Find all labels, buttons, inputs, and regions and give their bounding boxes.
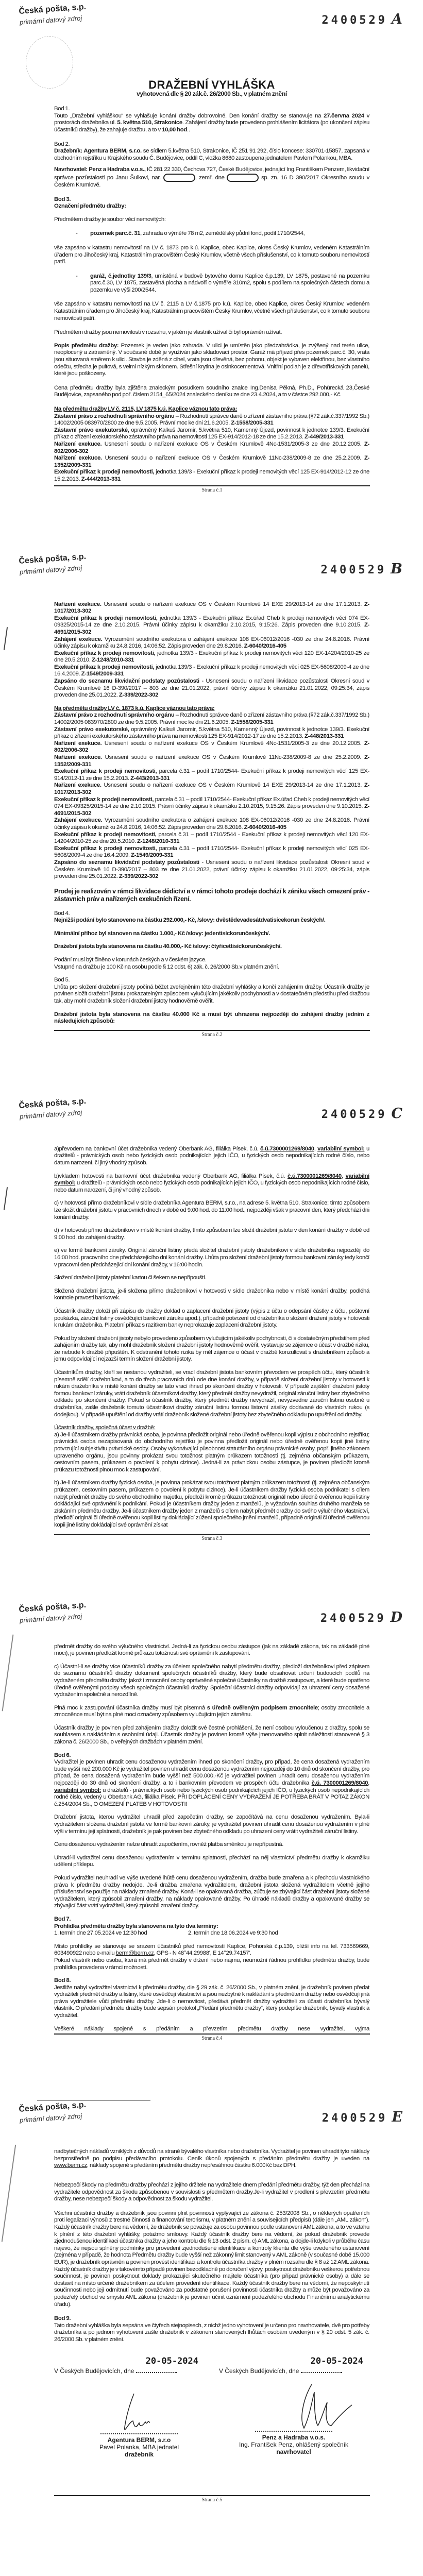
page-footer: Strana č.1 xyxy=(54,485,370,493)
text: Složení dražební jistoty platební kartou či šekem se nepřipouští. xyxy=(54,1275,207,1281)
page-4 xyxy=(0,1598,423,2042)
section-heading: Bod 1. xyxy=(54,106,70,112)
text: , zahrada o výměře 78 m2, zemědělský půdní fond, podíl 1710/2544, xyxy=(140,230,305,237)
right-entry xyxy=(54,441,369,455)
right-entry xyxy=(54,650,369,664)
scan-mark xyxy=(2,2145,16,2242)
page-2-body xyxy=(54,590,369,1025)
right-text: Vyrozumění soudního exekutora o zahájení exekuce 108 EX-06012/2016 -030 ze dne 24.8.2016. Právní účinky zápisu k okamžiku 24.8.2016, 14:06:52. Zápis proveden dne 29.8.2016. xyxy=(54,817,369,831)
text: Předmětem dražby je soubor věcí nemovitých: xyxy=(54,216,166,223)
page-gap xyxy=(0,493,423,550)
post-name: Česká pošta, s.p. xyxy=(19,2100,87,2114)
reference-number xyxy=(322,2109,402,2125)
signature-line xyxy=(100,2433,178,2434)
signature-left xyxy=(64,2433,214,2458)
text: , GPS - N 48°44.29988', E 14°29.74157'. xyxy=(154,1950,251,1957)
page-header xyxy=(0,2098,423,2138)
text: ; osoby zmocnitele a zmocněnce musí být na plné moci označeny způsobem vylučujícím jejich záměnu. xyxy=(54,1704,369,1718)
right-entry xyxy=(54,817,369,831)
text: Předmětem dražby jsou nemovitosti v rozsahu, v jakém je vlastník užíval či byl oprávněn užívat. xyxy=(54,329,282,336)
scan-mark xyxy=(4,1187,8,1210)
right-text: oprávněný Kalkuš Jaromír, 5.května 510, Kamenný Újezd, povinnost k jednotce 139/3. Exekuční příkaz o zřízení exekutorského zástavního práva na nemovitosti 125 EX-914/2012-18 ze dne 15.2.2013. xyxy=(54,427,369,440)
page-footer: Strana č.2 xyxy=(54,1030,370,1038)
handwritten-date: 20-05-2024 xyxy=(310,2355,363,2366)
right-entry xyxy=(54,832,369,845)
auction-place: 5. května 510, Strakonice xyxy=(117,120,182,126)
reference-number xyxy=(320,1609,402,1625)
section-subheading: Označení předmětu dražby: xyxy=(54,203,126,210)
text: u dražitelů - právnických osob nebo fyzických osob podnikajících jejich IČO, u fyzických osob nepodnikajících rodné číslo, nebo datum narození, či jiný vhodný způsob. xyxy=(54,1145,369,1166)
minimum-bid: Nejnižší podání bylo stanoveno na částku 292.000,- Kč, /slovy: dvěstědevadesátdvatisícekorun českých/. xyxy=(54,917,326,924)
text: Pokud vydražitel neuhradí ve výše uvedené lhůtě cenu dosaženou vydražením, dražba bude zmařena a k přechodu vlastnického práva k předmětu dražby nedojde. Je-li dražba zmařena vydražitelem, dražební jistota složená vydražitelem včetně jejího příslušenství se použije na náklady zmařené dražby. Koná-li se opakovaná dražba, zúčtuje se zbývající část dražební jistoty složené vydražitelem, který způsobil zmaření dražby, na náklady opakované dražby. Po úhradě nákladů dražby a opakované dražby se zbývající část vrátí vydražiteli, který způsobil zmaření dražby. xyxy=(54,1874,369,1909)
right-entry xyxy=(54,712,369,726)
page-header xyxy=(0,1094,423,1134)
right-record-number: Z-802/2006-302 xyxy=(54,440,369,454)
right-text: jednotka 139/3 - Exekuční příkaz k prodeji nemovitých věcí 025 EX-5608/2009-4 ze dne 16.4.2009. xyxy=(54,664,369,677)
right-text: oprávněný Kalkuš Jaromír, 5.května 510, Kamenný Újezd, povinnost k jednotce 139/3. Exekuční příkaz o zřízení exekutorského zástavního práva na nemovitosti 125 EX-914/2012-17 ze dne 15.2.2013. xyxy=(54,726,369,740)
right-text: jednotka 139/3 - Exekuční příkaz k prodeji nemovitých věcí 120 EX-14204/2010-25 ze dne 20.5.2010. xyxy=(54,650,369,664)
right-type: Zástavní právo exekutorské, xyxy=(54,726,129,733)
signature-right xyxy=(219,2431,368,2455)
right-entry xyxy=(54,768,369,782)
right-entry xyxy=(54,782,369,796)
right-text: Vyrozumění soudního exekutora o zahájení exekuce 108 EX-06012/2016 -030 ze dne 24.8.2016. Právní účinky zápisu k okamžiku 24.8.2016, 14:06:52. Zápis proveden dne 29.8.2016. xyxy=(54,636,369,650)
page-footer: Strana č.5 xyxy=(54,2495,370,2503)
text: Cenu dosaženou vydražením nelze uhradit započtením, rovněž platba směnkou je nepřípustná. xyxy=(54,1841,284,1848)
right-type: Exekuční příkaz k prodeji nemovitosti, xyxy=(54,831,157,838)
right-text: jednotka 139/3 - Exekuční příkaz k prodeji nemovitých věcí 125 EX-914/2012-12 ze dne 15.2.2013. xyxy=(54,469,369,482)
text: nadbytečných nákladů vzniklých z důvodů na straně bývalého vlastníka nebo dražebníka. Vydražitel je povinen uhradit tyto náklady bezprostředně po podpisu předávacího protokolu. Ceník úkonů spojených s předáním předmětu dražby je uveden na xyxy=(54,2148,369,2162)
text: Dražební jistota, kterou vydražitel uhradil před započetím dražby, se započítává na cenu dosaženou vydražením. Byla-li vydražitelem složena dražební jistota ve formě bankovní záruky, je vydražitel povinen uhradit cenu dosaženou vydražením v plné výši v termínu její splatnosti, dražebník je pak povinen bez zbytečného odkladu po uhrazení ceny vrátit vydražiteli záruční listiny. xyxy=(54,1814,369,1835)
page-1 xyxy=(0,0,423,493)
right-text: - Usnesení soudu o nařízení likvidace pozůstalosti Okresní soud v Českém Krumlově 16 D-390/2017 – 803 ze dne 21.01.2022, právní účinky zápisu k okamžiku 21.01.2022, 09:25:34, zápis proveden dne 25.01.2022. xyxy=(54,678,369,699)
text: Uhradí-li vydražitel cenu dosaženou vydražením v termínu splatnosti, přechází na něj vlastnictví předmětu dražby k okamžiku udělení příklepu. xyxy=(54,1854,369,1868)
price-paragraph: Cena předmětu dražby byla zjištěna znaleckým posudkem soudního znalce Ing.Denisa Pěkná, Ph.D., Pohůrecká 23,České Budějovice, zapsaného pod poř. číslem 2154_65/2024 znaleckého deníku ze dne 23.4.2024, a to v částce 292.000,- Kč. xyxy=(54,384,369,398)
post-name: Česká pošta, s.p. xyxy=(19,552,87,566)
vs-label: variabilní symbol: xyxy=(54,1787,101,1793)
right-type: Exekuční příkaz k prodeji nemovitosti, xyxy=(54,796,154,803)
right-type: Zahájení exekuce. xyxy=(54,817,103,824)
right-type: Nařízení exekuce. xyxy=(54,440,102,447)
rights-list-cont xyxy=(54,601,369,699)
right-record-number: Z-1017/2013-302 xyxy=(54,782,369,795)
text: předmět dražby do svého výlučného vlastnictví. Jedná-li za fyzickou osobu zástupce (jak na základě zákona, tak na základě plné moci), je povinen předložit kromě průkazu totožnosti své oprávnění k zastupování. xyxy=(54,1643,369,1657)
right-type: Zástavní právo exekutorské, xyxy=(54,427,129,433)
right-text: Usnesení soudu o nařízení exekuce OS v Českém Krumlově 4Nc-1531/2005-3 ze dne 20.12.2005. xyxy=(101,740,364,747)
right-record-number: Z-1352/2009-331 xyxy=(54,754,369,768)
page-gap xyxy=(0,2041,423,2098)
right-text: - Usnesení soudu o nařízení likvidace pozůstalosti Okresní soud v Českém Krumlově 16 D-390/2017 – 803 ze dne 21.01.2022, právní účinky zápisu k okamžiku 21.01.2022, 09:25:34, zápis proveden dne 25.01.2022. xyxy=(54,859,369,880)
text: , náklady spojené s předáním předmětu dražby nepřesáhnou částku 6.000Kč bez DPH. xyxy=(87,2162,297,2169)
signature-right-icon xyxy=(296,2382,363,2431)
rights-heading-2: Na předmětu dražby LV č. 1873 k.ú. Kaplice váznou tato práva: xyxy=(54,705,215,711)
document-subtitle: vyhotovená dle § 20 zák.č. 26/2000 Sb., v platném znění xyxy=(137,90,287,97)
post-name: Česká pošta, s.p. xyxy=(19,2,87,16)
place-date-label: V Českých Budějovicích, dne xyxy=(219,2367,299,2375)
scan-mark xyxy=(2,1634,14,1711)
right-type: Zástavní právo z rozhodnutí správního orgánu xyxy=(54,712,175,719)
text: Podání musí být činěno v korunách českých a v českém jazyce. xyxy=(54,957,207,963)
participant-natural-person: b) Je-li účastníkem dražby fyzická osoba, je povinna prokázat svou totožnost platným průkazem totožnosti (tj. zejména občanským průkazem, cestovním pasem, průkazem o povolení k pobytu cizince). Je-li účastníkem dražby fyzická osoba podnikatel s cílem nabýt předmět dražby do svého obchodního majetku, předloží kromě průkazu totožnosti originál nebo úředně ověřenou kopii listiny dokládající své oprávnění k podnikání. Pokud je účastníkem dražby jeden z manželů, je vyžadován souhlas druhého manžela se získáním předmětu dražby. Je-li účastníkem dražby jeden z manželů s cílem nabýt předmět dražby do svého výlučného vlastnictví, předloží originál či úředně ověřenou kopii listiny dokládající zúžení společného jmění manželů, případně originál či úředně ověřenou kopii jiné listiny dokládající své oprávnění získat xyxy=(54,1480,369,1528)
redacted-deathdate xyxy=(227,174,259,182)
signer-role: navrhovatel xyxy=(276,2448,311,2455)
method-d: d) v hotovosti přímo dražebníkovi v místě konání dražby, tímto způsobem lze složit dražební jistotu v den konání dražby v době od 9:00 hod. do zahájení dražby. xyxy=(54,1227,369,1241)
right-text: Usnesení soudu o nařízení exekuce OS v Českém Krumlově 11Nc-238/2009-8 ze dne 25.2.2009. xyxy=(101,754,364,760)
signer-person: Pavel Polanka, MBA jednatel xyxy=(99,2443,179,2451)
item-title: garáž, č.jednotky 139/3 xyxy=(90,273,151,279)
right-record-number: Z-339/2022-302 xyxy=(119,873,159,880)
page-2 xyxy=(0,550,423,1038)
right-record-number: Z-1017/2013-302 xyxy=(54,601,369,615)
right-entry xyxy=(54,427,369,441)
post-header xyxy=(19,2100,87,2124)
item-title: pozemek parc.č. 31 xyxy=(90,230,141,237)
page-footer: Strana č.3 xyxy=(54,1534,370,1541)
text: Složená dražební jistota, je-li složena přímo dražebníkovi v hotovosti v sídle dražebníka nebo v místě konání dražby, podléhá kontrole pravosti bankovek. xyxy=(54,1287,369,1301)
section-heading: Bod 4. xyxy=(54,910,70,917)
right-record-number: Z-4691/2015-302 xyxy=(54,622,369,635)
bod-1 xyxy=(54,106,369,133)
text: u dražitelů - právnických osob nebo fyzických osob podnikajících jejich IČO, u fyzických osob nepodnikajících rodné číslo, nebo datum narození, či jiný vhodný způsob. xyxy=(54,1180,369,1193)
website-link[interactable]: www.berm.cz xyxy=(54,2162,87,2169)
text: u dražitelů - právnických osob nebo fyzických osob podnikajících jejich IČO, u fyzických osob nepodnikajících rodné číslo, vedený u Oberbank AG, filiálka Písek. PŘI DOPLÁCENÍ CENY VYDRAŽENÍ JE POTŘEBA BRÁT V POTAZ ZÁKON č.254/2004 Sb., O OMEZENÍ PLATEB V HOTOVOSTI! xyxy=(54,1787,369,1807)
right-text: Usnesení soudu o nařízení exekuce OS v Českém Krumlově 4Nc-1531/2005-3 ze dne 20.12.2005. xyxy=(101,440,364,447)
right-record-number: Z-1248/2010-331 xyxy=(91,657,134,664)
right-type: Zástavní právo z rozhodnutí správního orgánu xyxy=(54,413,175,419)
right-text: – Rozhodnutí správce daně o zřízení zástavního práva (§72 zák.č.337/1992 Sb.) 14002/2005 083970/2800 ze dne 9.5.2005. Právní moc ke dni 21.6.2005. xyxy=(54,712,369,726)
bod-3 xyxy=(54,196,369,483)
bank-account: č.ú.7300001269/8040 xyxy=(260,1145,314,1152)
text: Pokud vlastník nebo osoba, která má předmět dražby v držení nebo nájmu, neumožní řádnou prohlídku předmětu dražby, bude prohlídka provedena v rámci možností. xyxy=(54,1957,369,1971)
right-type: Exekuční příkaz k prodeji nemovitosti, xyxy=(54,650,156,656)
section-heading: Bod 9. xyxy=(54,2315,71,2322)
deposit-methods-intro: Dražební jistota byla stanovena na částku 40.000 Kč a musí být uhrazena nejpozději do zahájení dražby jedním z následujících způsobů: xyxy=(54,1011,369,1025)
right-entry xyxy=(54,455,369,469)
right-type: Zahájení exekuce. xyxy=(54,636,103,642)
right-record-number: Z-339/2022-302 xyxy=(119,692,159,699)
method-c: c) v hotovosti přímo dražebníkovi v sídle dražebníka Agentura BERM, s.r.o., na adrese 5. května 510, Strakonice; tímto způsobem lze složit dražební jistotu v pracovních dnech v době od 9:00 hod. do 11:00 hod., nejpozději však v pracovní den, který předchází dni konání dražby. xyxy=(54,1200,369,1221)
text: Pozemek je veden jako zahrada. V ulici je umístěn jako předzahrádka, je zvýšený nad terén ulice, neoplocený a zatravněný. V současné době je využíván jako skladovací prostor. Garáž má příjezd přes pozemek parc.č. 30, vrata jsou situovaná směrem k ulici. Stavba je zděná z cihel, vrata jsou dřevěná, bez pohonu, objekt je vybaven elektřinou, bez vlastního odečtu, střecha je pultová, s velmi nízkým sklonem. Střešní krytina je osinkocementová. Vnitřní podlah je z dřevotřískových panelů, které jsou poškozeny. xyxy=(54,342,370,377)
section-heading: Bod 5. xyxy=(54,977,70,984)
post-name: Česká pošta, s.p. xyxy=(19,1096,87,1110)
right-type: Nařízení exekuce. xyxy=(54,740,102,747)
minimum-increment: Minimální příhoz byl stanoven na částku 1.000,- Kč /slovy: jedentisíckorunčeských/. xyxy=(54,930,270,937)
section-heading: Bod 8. xyxy=(54,1977,71,1984)
round-stamp-icon xyxy=(26,36,73,89)
post-sub: primární datový zdroj xyxy=(19,2112,82,2125)
post-name: Česká pošta, s.p. xyxy=(19,1600,87,1614)
post-sub: primární datový zdroj xyxy=(19,564,82,576)
right-entry xyxy=(54,469,369,483)
right-type: Exekuční příkaz k prodeji nemovitosti, xyxy=(54,768,157,775)
text: sp. zn. 16 D 390/2017 Okresního soudu v Českém Krumlově. xyxy=(54,174,369,188)
text: b)vkladem hotovosti na bankovní účet dražebníka vedený Oberbank AG, filiálka Písek, č.ú. xyxy=(54,1173,288,1179)
right-text: parcela č.31 – podíl 1710/2544 - Exekuční příkaz k prodeji nemovitých věcí 120 EX-14204/2010-25 ze dne 20.5.2010. xyxy=(54,831,369,845)
viewing-heading: Prohlídka předmětu dražby byla stanovena na tyto dva termíny: xyxy=(54,1923,218,1929)
page-letter: A xyxy=(392,11,402,27)
page-3-body: a)převodem na bankovní účet dražebníka vedený Oberbank AG, filiálka Písek, č.ú. č.ú.7300001269/8040, variabilní symbol: u dražitelů - právnických osob nebo fyzických osob podnikajících jejich IČO, u fyzických osob nepodnikajících rodné číslo, nebo datum narození, či jiný vhodný způsob. b)vkladem hotovosti na bankovní účet dražebníka vedený Oberbank AG, filiálka Písek, č.ú. č.ú.7300001269/8040, variabilní symbol: u dražitelů - právnických osob nebo fyzických osob podnikajících jejich IČO, u fyzických osob nepodnikajících rodné číslo, nebo datum narození, či jiný vhodný způsob. c) v hotovosti přímo dražebníkovi v sídle dražebníka Agentura BERM, s.r.o., na adrese 5. května 510, Strakonice; tímto způsobem lze složit dražební jistotu v pracovních dnech v době od 9:00 hod. do 11:00 hod., nejpozději však v pracovní den, který předchází dni konání dražby. d) v hotovosti přímo dražebníkovi v místě konání dražby, tímto způsobem lze složit dražební jistotu v den konání dražby v době od 9:00 hod. do zahájení dražby. e) ve formě bankovní záruky. Originál záruční listiny předá složitel dražební jistoty dražebníkovi v sídle dražebníka nejpozději do 16:00 hod. pracovního dne předcházejícího dni konání dražby. Lhůta pro složení dražební jistoty formou bankovní záruky tedy končí v pracovní den předcházející dni konání dražby, v 16:00 hodin. Složení dražební jistoty platební kartou či šekem se nepřipouští. Složená dražební jistota, je-li složena přímo dražebníkovi v hotovosti v sídle dražebníka nebo v místě konání dražby, podléhá kontrole pravosti bankovek. Účastník dražby doloží při zápisu do dražby doklad o zaplacení dražební jistoty (výpis z účtu o odepsání částky z účtu, poštovní poukázka, záruční listiny osvědčující bankovní záruku apod.), případně potvrzení od dražebníka o složení dražení jistoty v hotovosti k rukám dražebníka. Platební příkaz s razítkem banky neprokazuje zaplacení dražební jistoty. Pokud by složení dražební jistoty nebylo provedeno způsobem vylučujícím jakékoliv pochybnosti, či s dostatečným předstihem před zahájením dražby tak, aby mohl dražebník složení dražební jistoty hodnověrně ověřit, vystavuje se zájemce o účast v dražbě riziku, že nebude k dražbě připuštěn. K odstranění tohoto rizika by měl zájemce o účast v dražbě konzultovat s dražebníkem způsob a jemu odpovídající nejzazší termín složení dražební jistoty. Účastníkům dražby, kteří se nestanou vydražiteli, se vrací dražební jistota bankovním převodem ve prospěch účtu, který účastník písemně sdělí dražebníkovi, a to do třech pracovních dnů ode dne konání dražby, v případě složení dražební jistoty v hotovosti k rukám dražebníka v místě konání dražby se tato vrací ihned po skončení dražby v hotovosti. V případě zajištění dražební jistoty formou bankovní záruky, vrátí dražebník účastníkovi dražby, který předmět dražby nevydražil, originál záruční listiny bez zbytečného odkladu po skončení dražby. Pokud si účastník dražby, který předmět dražby nevydražil, nevyzvedne záruční listinu osobně u dražebníka, zašle dražebník tomuto účastníkovi dražby záruční listinu formou listovní zásilky dodávané do vlastních rukou (s dodejkou). V případě upuštění od dražby vrátí dražebník složené dražební jistoty bez zbytečného odkladu po upuštění od dražby. Účastník dražby, společná účast v dražbě: a) Je-li účastníkem dražby právnická osoba, je povinna předložit originál nebo úředně ověřenou kopii výpisu z obchodního rejstříku; právnická osoba nezapisovaná do obchodního rejstříku je povinna předložit originál nebo úředně ověřenou kopii jiné listiny potvrzující subjektivitu právnické osoby. Osoby vykonávající působnost statutárního orgánu právnické osoby, popř. jiného zákonem upraveného orgánu, jsou povinny prokázat svou totožnost platným průkazem totožnosti (tj. zejména občanským průkazem, cestovním pasem, průkazem o povolení k pobytu cizince). Jedná-li za právnickou osobu zástupce, je povinen předložit kromě průkazu totožnosti plnou moc k zastupování. b) Je-li účastníkem dražby fyzická osoba, je povinna prokázat svou totožnost platným průkazem totožnosti (tj. zejména občanským průkazem, cestovním pasem, průkazem o povolení k pobytu cizince). Je-li účastníkem dražby fyzická osoba podnikatel s cílem nabýt předmět dražby do svého obchodního majetku, předloží kromě průkazu totožnosti originál nebo úředně ověřenou kopii listiny dokládající své oprávnění k podnikání. Pokud je účastníkem dražby jeden z manželů, je vyžadován souhlas druhého manžela se získáním předmětu dražby. Je-li účastníkem dražby jeden z manželů s cílem nabýt předmět dražby do svého výlučného vlastnictví, předloží originál či úředně ověřenou kopii listiny dokládající zúžení společného jmění manželů, případně originál či úředně ověřenou kopii jiné listiny dokládající své oprávnění získat xyxy=(54,1145,369,1528)
right-text: – Rozhodnutí správce daně o zřízení zástavního práva (§72 zák.č.337/1992 Sb.) 14002/2005 083970/2800 ze dne 9.5.2005. Právní moc ke dni 21.6.2005. xyxy=(54,413,369,427)
right-entry xyxy=(54,636,369,650)
text: Účastníkům dražby, kteří se nestanou vydražiteli, se vrací dražební jistota bankovním převodem ve prospěch účtu, který účastník písemně sdělí dražebníkovi, a to do třech pracovních dnů ode dne konání dražby, v případě složení dražební jistoty v hotovosti k rukám dražebníka v místě konání dražby se tato vrací ihned po skončení dražby v hotovosti. V případě zajištění dražební jistoty formou bankovní záruky, vrátí dražebník účastníkovi dražby, který předmět dražby nevydražil, originál záruční listiny bez zbytečného odkladu po skončení dražby. Pokud si účastník dražby, který předmět dražby nevydražil, nevyzvedne záruční listinu osobně u dražebníka, zašle dražebník tomuto účastníkovi dražby záruční listinu formou listovní zásilky dodávané do vlastních rukou (s dodejkou). V případě upuštění od dražby vrátí dražebník složené dražební jistoty bez zbytečného odkladu po upuštění od dražby. xyxy=(54,1369,369,1418)
text: vše zapsáno v katastru nemovitostí na LV č. 1873 pro k.ú. Kaplice, obec Kaplice, okres Český Krumlov, vedeném Katastrálním úřadem pro Jihočeský kraj, Katastrálním pracovištěm Český Krumlov, včetně všech příslušenství, co k tomuto souboru nemovitostí patří. xyxy=(54,244,369,265)
text: Místo prohlídky se stanovuje se srazem účastníků před nemovitostí Kaplice, Pohorská č.p.139, bližší info na tel. 733569669, 603490922 nebo e-mailu xyxy=(54,1943,369,1957)
text: Touto „Dražební vyhláškou“ se vyhlašuje konání dražby dobrovolné. Den konání dražby se stanovuje na xyxy=(54,112,324,119)
right-type: Zapsáno do seznamu likvidační podstaty pozůstalosti xyxy=(54,859,199,866)
sale-note: Prodej je realizován v rámci likvidace dědictví a v rámci tohoto prodeje dochází k zániku všech omezení práv - zástavních práv a nařízených exekučních řízení. xyxy=(54,887,369,903)
right-entry xyxy=(54,615,369,636)
right-type: Exekuční příkaz k prodeji nemovitosti, xyxy=(54,469,155,476)
section-heading: Bod 6. xyxy=(54,1752,71,1758)
right-entry xyxy=(54,678,369,699)
text: , umístěná v budově bytového domu Kaplice č.p.139, LV 1875, postavené na pozemku parc.č.30, LV 1875, zastavěná plocha a nádvoří o výměře 310m2, spolu s podílem na společných částech domu a pozemku ve výši 200/2544. xyxy=(90,273,370,293)
document-title: DRAŽEBNÍ VYHLÁŠKA xyxy=(148,78,275,91)
right-type: Zapsáno do seznamu likvidační podstaty pozůstalosti xyxy=(54,678,199,685)
viewing-date-1: 1. termín dne 27.05.2024 ve 12:30 hod xyxy=(54,1930,147,1937)
right-record-number: Z-4691/2015-302 xyxy=(54,803,369,817)
signature-block xyxy=(54,2356,369,2485)
post-header xyxy=(19,1097,87,1121)
text: se sídlem 5.května 510, Strakonice, IČ 251 91 292, číslo koncese: 330701-15857, zapsaná v obchodním rejstříku u Krajského soudu Č. Budějovice, oddíl C, vložka 8680 zastoupena jednatelem Pavlem Polankou, MBA. xyxy=(54,148,369,161)
vs-label: variabilní symbol: xyxy=(54,1173,369,1187)
page-5-body xyxy=(54,2138,369,2343)
handwritten-date: 20-05-2024 xyxy=(145,2355,198,2366)
post-sub: primární datový zdroj xyxy=(19,1108,82,1121)
right-type: Exekuční příkaz k prodeji nemovitosti, xyxy=(54,845,157,852)
right-record-number: Z-1549/2009-331 xyxy=(81,671,124,677)
signer-role: dražebník xyxy=(124,2450,154,2458)
auctioneer-label: Dražebník: Agentura BERM, s.r.o. xyxy=(54,148,142,155)
right-type: Nařízení exekuce. xyxy=(54,754,102,760)
ref-number-text: 2400529 xyxy=(322,14,388,27)
page-letter: B xyxy=(391,561,402,577)
page-1-body xyxy=(54,40,369,483)
right-entry xyxy=(54,845,369,859)
right-type: Exekuční příkaz k prodeji nemovitosti, xyxy=(54,664,155,670)
section-heading: Bod 7. xyxy=(54,1916,71,1922)
right-record-number: Z-1549/2009-331 xyxy=(131,852,174,859)
post-sub: primární datový zdroj xyxy=(19,14,82,26)
place-date-left xyxy=(54,2356,204,2375)
post-header xyxy=(19,3,87,26)
reference-number xyxy=(322,11,402,27)
ref-number-text: 2400529 xyxy=(320,1612,386,1625)
page-header xyxy=(0,550,423,590)
signer-person: Ing. František Penz, ohlášený společník xyxy=(239,2441,349,2448)
right-text: parcela č.31 – podíl 1710/2544- Exekuční příkaz Ex.úřad Cheb k prodeji nemovitých věcí 074 EX-09325/2015-14 ze dne 2.10.2015. Právní účinky zápisu k okamžiku 2.10.2015, 9:15:26. Zápis proveden dne 9.10.2015. xyxy=(54,796,369,810)
text: Účastník dražby doloží při zápisu do dražby doklad o zaplacení dražební jistoty (výpis z účtu o odepsání částky z účtu, poštovní poukázka, záruční listiny osvědčující bankovní záruku apod.), případně potvrzení od dražebníka o složení dražení jistoty v hotovosti k rukám dražebníka. Platební příkaz s razítkem banky neprokazuje zaplacení dražební jistoty. xyxy=(54,1308,369,1329)
right-entry xyxy=(54,601,369,615)
right-text: parcela č.31 – podíl 1710/2544- Exekuční příkaz k prodeji nemovitých věcí 125 EX-914/2012-11 ze dne 15.2.2013. xyxy=(54,768,369,782)
right-entry xyxy=(54,859,369,880)
rights-list-2 xyxy=(54,712,369,880)
ref-number-text: 2400529 xyxy=(320,563,387,577)
text: Nebezpečí škody na předmětu dražby přechází z jejího držitele na vydražitele dnem předání předmětu dražby, týž den přechází na vydražitele odpovědnost za škodu způsobenou v souvislosti s předmětem dražby.Je-li vydražitel v prodlení s převzetím předmětu dražby, nese nebezpečí škody a odpovědnost za škodu vydražitel. xyxy=(54,2182,369,2202)
section-heading: Bod 3. xyxy=(54,196,71,202)
right-record-number: Z-802/2006-302 xyxy=(54,740,369,754)
text: a)převodem na bankovní účet dražebníka vedený Oberbank AG, filiálka Písek, č.ú. xyxy=(54,1145,260,1152)
text: Jestliže nabyl vydražitel vlastnictví k předmětu dražby, dle § 29 zák. č. 26/2000 Sb., v platném znění, je dražebník povinen předat vydražiteli předmět dražby a listiny, které osvědčují vlastnictví a jsou nezbytné k nakládání s předmětem dražby nebo osvědčují jiná práva vydražitele vůči předmětu dražby. Jde-li o nemovitost, předává předmět dražby vydražiteli za účasti dražebníka bývalý vlastník. O předání předmětu dražby bude sepsán protokol „Předání předmětu dražby“, který podepíše dražebník, bývalý vlastník a vydražitel. xyxy=(54,1984,369,2019)
signature-line xyxy=(255,2431,332,2432)
right-text: Usnesení soudu o nařízení exekuce OS v Českém Krumlově 14 EXE 29/2013-14 ze dne 17.1.2013. xyxy=(101,782,364,789)
vs-label: variabilní symbol: xyxy=(317,1145,365,1152)
right-record-number: Z-6040/2016-405 xyxy=(244,643,286,650)
text: Vydražitel je povinen uhradit cenu dosaženou vydražením ihned po skončení dražby, pro případ, že cena dosažená vydražením bude vyšší než 200.000 Kč je vydražitel povinen uhradit cenu dosaženou vydražením nejpozději do 10 dnů od skončení dražby, pro případ, že cena dosažená vydražením bude vyšší než 500.000,-Kč je vydražitel povinen uhradit cenu dosaženou vydražením nejpozději do 30 dnů od skončení dražby, a to i bankovním převodem ve prospěch účtu dražebníka xyxy=(54,1759,369,1787)
right-record-number: Z-1352/2009-331 xyxy=(54,455,369,468)
rights-heading: Na předmětu dražby LV č. 2115, LV 1875 k.ú. Kaplice váznou tato práva: xyxy=(54,406,238,412)
date-dots xyxy=(301,2372,342,2373)
post-header xyxy=(19,552,87,575)
right-record-number: Z-1558/2005-331 xyxy=(231,719,274,726)
date-dots xyxy=(136,2372,177,2373)
text: IČ 281 22 330, Čechova 727, České Budějovice, jednající Ing.Františkem Penzem, likvidační správce pozůstalosti po Janu Šulkovi, nar. xyxy=(54,166,369,181)
description-label: Popis předmětu dražby: xyxy=(54,342,119,349)
method-e: e) ve formě bankovní záruky. Originál záruční listiny předá složitel dražební jistoty dražebníkovi v sídle dražebníka nejpozději do 16:00 hod. pracovního dne předcházejícího dni konání dražby. Lhůta pro složení dražební jistoty formou bankovní záruky tedy končí v pracovní den předcházející dni konání dražby, v 16:00 hodin. xyxy=(54,1247,369,1268)
auction-time: 10,00 hod xyxy=(162,126,188,133)
aml-paragraph: Všichni účastníci dražby a dražebník jsou povinni plnit povinnosti vyplývající ze zákona č. 253/2008 Sb., o některých opatřeních proti legalizaci výnosů z trestné činnosti a financování terorismu, v platném znění a souvisejících předpisů (dále jen „AML zákon“). Každý účastník dražby bere na vědomí, že dražebník se považuje za osobu povinnou podle ustanovení AML zákona, a to ve vztahu k plnění z této dražební vyhlášky, potažmo smlouvy. Každý účastník dražby bere na vědomí, že pokud dražebník provede zjednodušenou identifikaci účastníka dražby a jeho kontrolu dle § 13 odst. 2 písm. c) AML zákona, a dojde-li kdykoli v průběhu času najevo, že nejsou splněny podmínky pro provedení zjednodušené identifikace a kontroly klienta dle výše uvedeného ustanovení (zejména v případě, že hodnota Předmětu dražby bude vyšší než zákonný limit stanovený v AML zákoně (v současné době 15.000 EUR), je dražebník oprávněn a povinen provést identifikaci a kontrolu účastníka dražby v plném rozsahu dle § 8 až 12 AML zákona. Každý účastník dražby je v takovémto případě povinen bezodkladně po doručení výzvy, poskytnout dražebníku veškerou potřebnou součinnost, je povinen poskytnout doklady prokazující skutečného majitele účastníka (pro případ právnické osoby) a dále se dostavit na místo určené dražebníkem za účelem provedení identifikace. Každý účastník dražby bere na vědomí, že neposkytnutí součinnosti nebo její odmítnutí bude považováno za podstatné porušení povinnosti účastníka dražby a může být považováno za podezřelý obchod ve smyslu AML zákona (dražebník je povinen učinit oznámení podezřelého obchodu Finančnímu analytickému úřadu). xyxy=(54,2210,369,2308)
page-letter: E xyxy=(392,2109,402,2126)
right-record-number: Z-1558/2005-331 xyxy=(231,420,274,427)
right-text: jednotka 139/3 - Exekuční příkaz Ex.úřad Cheb k prodeji nemovitých věcí 074 EX-09325/2015-14 ze dne 2.10.2015. Právní účinky zápisu k okamžiku 2.10.2015, 9:15:26. Zápis proveden dne 9.10.2015. xyxy=(54,615,369,629)
subject-item-2 xyxy=(54,273,369,294)
notarized-signature: s úředně ověřeným podpisem zmocnitele xyxy=(207,1704,318,1711)
participant-legal-entity: a) Je-li účastníkem dražby právnická osoba, je povinna předložit originál nebo úředně ověřenou kopii výpisu z obchodního rejstříku; právnická osoba nezapisovaná do obchodního rejstříku je povinna předložit originál nebo úředně ověřenou kopii jiné listiny potvrzující subjektivitu právnické osoby. Osoby vykonávající působnost statutárního orgánu právnické osoby, popř. jiného zákonem upraveného orgánu, jsou povinny prokázat svou totožnost platným průkazem totožnosti (tj. zejména občanským průkazem, cestovním pasem, průkazem o povolení k pobytu cizince). Jedná-li za právnickou osobu zástupce, je povinen předložit kromě průkazu totožnosti plnou moc k zastupování. xyxy=(54,1431,369,1473)
text: Účastník dražby je povinen před zahájením dražby doložit své čestné prohlášení, že není osobou vyloučenou z dražby, spolu se souhlasem s nakládáním s osobními údaji. Účastník dražby je povinen kromě výše jmenovaného splnit náležitosti stanovené § 3 zákona č. 26/2000 Sb., o veřejných dražbách v platném znění. xyxy=(54,1724,369,1745)
text: Plná moc k zastupování účastníka dražby musí být písemná xyxy=(54,1704,207,1711)
viewing-date-2: 2. termín dne 18.06.2024 ve 9:30 hod xyxy=(188,1930,278,1937)
right-record-number: Z-448/2013-331 xyxy=(304,733,344,740)
reference-number xyxy=(322,1106,402,1122)
post-sub: primární datový zdroj xyxy=(19,1612,82,1624)
right-entry xyxy=(54,413,369,427)
text: Pokud by složení dražební jistoty nebylo provedeno způsobem vylučujícím jakékoliv pochybnosti, či s dostatečným předstihem před zahájením dražby tak, aby mohl dražebník složení dražební jistoty hodnověrně ověřit, vystavuje se zájemce o účast v dražbě riziku, že nebude k dražbě připuštěn. K odstranění tohoto rizika by měl zájemce o účast v dražbě konzultovat s dražebníkem způsob a jemu odpovídající nejzazší termín složení dražební jistoty. xyxy=(54,1335,369,1363)
page-letter: C xyxy=(391,1105,402,1122)
section-heading: Bod 2. xyxy=(54,141,70,147)
right-text: Usnesení soudu o nařízení exekuce OS v Českém Krumlově 14 EXE 29/2013-14 ze dne 17.1.2013. xyxy=(101,601,364,607)
text: Tato dražební vyhláška byla sepsána ve čtyřech stejnopisech, z nichž jedno vyhotovení je určeno pro navrhovatele, dvě pro potřeby dražebníka a po jednom vyhotovení zašle dražebník v zákonem stanovených lhůtách osobám uvedeným v § 20 odst. 5 zák. č. 26/2000 Sb. v platném znění. xyxy=(54,2322,369,2343)
right-record-number: Z-444/2013-331 xyxy=(81,476,121,482)
bank-account: č.ú. 7300001269/8040 xyxy=(311,1780,368,1787)
page-gap xyxy=(0,1038,423,1094)
signer-company: Penz a Hadraba v.o.s. xyxy=(262,2433,326,2441)
right-type: Exekuční příkaz k prodeji nemovitosti, xyxy=(54,615,158,621)
ref-number-text: 2400529 xyxy=(321,1108,387,1121)
right-entry xyxy=(54,664,369,678)
right-entry xyxy=(54,726,369,740)
redacted-birthdate xyxy=(163,174,195,182)
right-entry xyxy=(54,754,369,768)
right-record-number: Z-449/2013-331 xyxy=(304,434,344,440)
proposer-label: Navrhovatel: Penz a Hadraba v.o.s., xyxy=(54,166,146,173)
subject-item-1 xyxy=(54,230,369,238)
text: Veškeré náklady spojené s předáním a převzetím předmětu dražby nese vydražitel, vyjma xyxy=(54,2025,369,2032)
bod-2 xyxy=(54,141,369,189)
email-link[interactable]: berm@berm.cz xyxy=(115,1950,154,1957)
page-letter: D xyxy=(390,1609,402,1625)
entry-fee: Vstupné na dražbu je 100 Kč na osobu podle § 12 odst. 6) zák. č. 26/2000 Sb.v platném znění. xyxy=(54,963,279,970)
auction-date: 27.června 2024 xyxy=(324,112,364,119)
ref-number-text: 2400529 xyxy=(322,2112,388,2125)
right-type: Nařízení exekuce. xyxy=(54,455,102,462)
right-type: Nařízení exekuce. xyxy=(54,782,101,789)
right-text: parcela č.31 – podíl 1710/2544- Exekuční příkaz k prodeji nemovitých věcí 025 EX-5608/2009-4 ze dne 16.4.2009. xyxy=(54,845,369,859)
scan-mark xyxy=(4,627,8,650)
page-4-body: předmět dražby do svého výlučného vlastnictví. Jedná-li za fyzickou osobu zástupce (jak na základě zákona, tak na základě plné moci), je povinen předložit kromě průkazu totožnosti své oprávnění k zastupování. c) Účastní-li se dražby více účastníků dražby za účelem společného nabytí předmětu dražby, předloží dražebníkovi před zápisem do seznamu účastníků dražby dokument společných účastníků dražby, který bude obsahovat určení budoucích podílů na vydraženém předmětu dražby, jakož i zmocnění osoby oprávněné společné účastníky na dražbě zastupovat, a které bude opatřeno úředně ověřenými podpisy všech společných účastníků dražby. Společní účastníci dražby odpovídají za uhrazení ceny dosažené vydražením společně a nerozdílně. Plná moc k zastupování účastníka dražby musí být písemná s úředně ověřeným podpisem zmocnitele; osoby zmocnitele a zmocněnce musí být na plné moci označeny způsobem vylučujícím jejich záměnu. Účastník dražby je povinen před zahájením dražby doložit své čestné prohlášení, že není osobou vyloučenou z dražby, spolu se souhlasem s nakládáním s osobními údaji. Účastník dražby je povinen kromě výše jmenovaného splnit náležitosti stanovené § 3 zákona č. 26/2000 Sb., o veřejných dražbách v platném znění. Bod 6. Vydražitel je povinen uhradit cenu dosaženou vydražením ihned po skončení dražby, pro případ, že cena dosažená vydražením bude vyšší než 200.000 Kč je vydražitel povinen uhradit cenu dosaženou vydražením nejpozději do 10 dnů od skončení dražby, pro případ, že cena dosažená vydražením bude vyšší než 500.000,-Kč je vydražitel povinen uhradit cenu dosaženou vydražením nejpozději do 30 dnů od skončení dražby, a to i bankovním převodem ve prospěch účtu dražebníka č.ú. 7300001269/8040, variabilní symbol: u dražitelů - právnických osob nebo fyzických osob podnikajících jejich IČO, u fyzických osob nepodnikajících rodné číslo, vedený u Oberbank AG, filiálka Písek. PŘI DOPLÁCENÍ CENY VYDRAŽENÍ JE POTŘEBA BRÁT V POTAZ ZÁKON č.254/2004 Sb., O OMEZENÍ PLATEB V HOTOVOSTI! Dražební jistota, kterou vydražitel uhradil před započetím dražby, se započítává na cenu dosaženou vydražením. Byla-li vydražitelem složena dražební jistota ve formě bankovní záruky, je vydražitel povinen uhradit cenu dosaženou vydražením v plné výši v termínu její splatnosti, dražebník je pak povinen bez zbytečného odkladu po uhrazení ceny vrátit vydražiteli záruční listiny. Cenu dosaženou vydražením nelze uhradit započtením, rovněž platba směnkou je nepřípustná. Uhradí-li vydražitel cenu dosaženou vydražením v termínu splatnosti, přechází na něj vlastnictví předmětu dražby k okamžiku udělení příklepu. Pokud vydražitel neuhradí ve výše uvedené lhůtě cenu dosaženou vydražením, dražba bude zmařena a k přechodu vlastnického práva k předmětu dražby nedojde. Je-li dražba zmařena vydražitelem, dražební jistota složená vydražitelem včetně jejího příslušenství se použije na náklady zmařené dražby. Koná-li se opakovaná dražba, zúčtuje se zbývající část dražební jistoty složené vydražitelem, který způsobil zmaření dražby, na náklady opakované dražby. Po úhradě nákladů dražby a opakované dražby se zbývající část vrátí vydražiteli, který způsobil zmaření dražby. Bod 7. Prohlídka předmětu dražby byla stanovena na tyto dva termíny: 1. termín dne 27.05.2024 ve 12:30 hod 2. termín dne 18.06.2024 ve 9:30 hod Místo prohlídky se stanovuje se srazem účastníků před nemovitostí Kaplice, Pohorská č.p.139, bližší info na tel. 733569669, 603490922 nebo e-mailu berm@berm.cz, GPS - N 48°44.29988', E 14°29.74157'. Pokud vlastník nebo osoba, která má předmět dražby v držení nebo nájmu, neumožní řádnou prohlídku předmětu dražby, bude prohlídka provedena v rámci možností. Bod 8. Jestliže nabyl vydražitel vlastnictví k předmětu dražby, dle § 29 zák. č. 26/2000 Sb., v platném znění, je dražebník povinen předat vydražiteli předmět dražby a listiny, které osvědčují vlastnictví a jsou nezbytné k nakládání s předmětem dražby nebo osvědčují jiná práva vydražitele vůči předmětu dražby. Jde-li o nemovitost, předává předmět dražby vydražiteli za účasti dražebníka bývalý vlastník. O předání předmětu dražby bude sepsán protokol „Předání předmětu dražby“, který podepíše dražebník, bývalý vlastník a vydražitel. Veškeré náklady spojené s předáním a převzetím předmětu dražby nese vydražitel, vyjma xyxy=(54,1643,369,2032)
right-text: Usnesení soudu o nařízení exekuce OS v Českém Krumlově 11Nc-238/2009-8 ze dne 25.2.2009. xyxy=(101,455,364,462)
text: .. xyxy=(187,126,190,133)
right-record-number: Z-1248/2010-331 xyxy=(137,838,180,845)
right-entry xyxy=(54,740,369,754)
place-date-right xyxy=(219,2356,368,2375)
page-footer: Strana č.4 xyxy=(54,2033,370,2041)
page-5 xyxy=(0,2098,423,2502)
right-entry xyxy=(54,796,369,818)
text: Lhůta pro složení dražební jistoty počíná běžet zveřejněním této dražební vyhlášky a končí zahájením dražby. Účastník dražby je povinen složit dražební jistotu prokazatelným způsobem vylučujícím jakékoliv pochybnosti a v dostatečném předstihu před dražbou tak, aby mohl dražebník složení dražební jistoty hodnověrně ověřit. xyxy=(54,984,369,1005)
participant-joint: c) Účastní-li se dražby více účastníků dražby za účelem společného nabytí předmětu dražby, předloží dražebníkovi před zápisem do seznamu účastníků dražby dokument společných účastníků dražby, který bude obsahovat určení budoucích podílů na vydraženém předmětu dražby, jakož i zmocnění osoby oprávněné společné účastníky na dražbě zastupovat, a které bude opatřeno úředně ověřenými podpisy všech společných účastníků dražby. Společní účastníci dražby odpovídají za uhrazení ceny dosažené vydražením společně a nerozdílně. xyxy=(54,1663,369,1698)
right-record-number: Z-443/2013-331 xyxy=(130,775,170,782)
page-header xyxy=(0,1598,423,1638)
bank-account: č.ú.7300001269/8040 xyxy=(287,1173,342,1179)
viewing-dates xyxy=(54,1930,369,1937)
signer-company: Agentura BERM, s.r.o xyxy=(107,2436,171,2444)
right-record-number: Z-6040/2016-405 xyxy=(244,824,286,831)
auction-deposit: Dražební jistota byla stanovena na částku 40.000,- Kč /slovy: čtyřicettisíckorunčeských/. xyxy=(54,943,282,950)
text: , zemř. dne xyxy=(195,174,227,181)
page-gap xyxy=(0,1541,423,1598)
text: . Zahájení dražby bude provedeno prohlášením licitátora (po ukončení zápisu účastníků dražby), že zahajuje dražbu, a to v xyxy=(54,120,369,133)
page-header xyxy=(0,0,423,40)
text: vše zapsáno v katastru nemovitostí na LV č. 2115 a LV č.1875 pro k.ú. Kaplice, obec Kaplice, okres Český Krumlov, vedeném Katastrálním úřadem pro Jihočeský kraj, Katastrálním pracovištěm Český Krumlov, včetně všech příslušenství, co k tomuto souboru nemovitostí patří. xyxy=(54,301,369,321)
rights-list xyxy=(54,413,369,483)
page-3 xyxy=(0,1094,423,1541)
participants-heading: Účastník dražby, společná účast v dražbě: xyxy=(54,1425,156,1431)
post-header xyxy=(19,1600,87,1624)
right-type: Nařízení exekuce. xyxy=(54,601,101,607)
reference-number xyxy=(320,561,402,577)
text: v prostorách dražebníka ul. xyxy=(54,112,369,126)
place-date-label: V Českých Budějovicích, dne xyxy=(54,2367,134,2375)
